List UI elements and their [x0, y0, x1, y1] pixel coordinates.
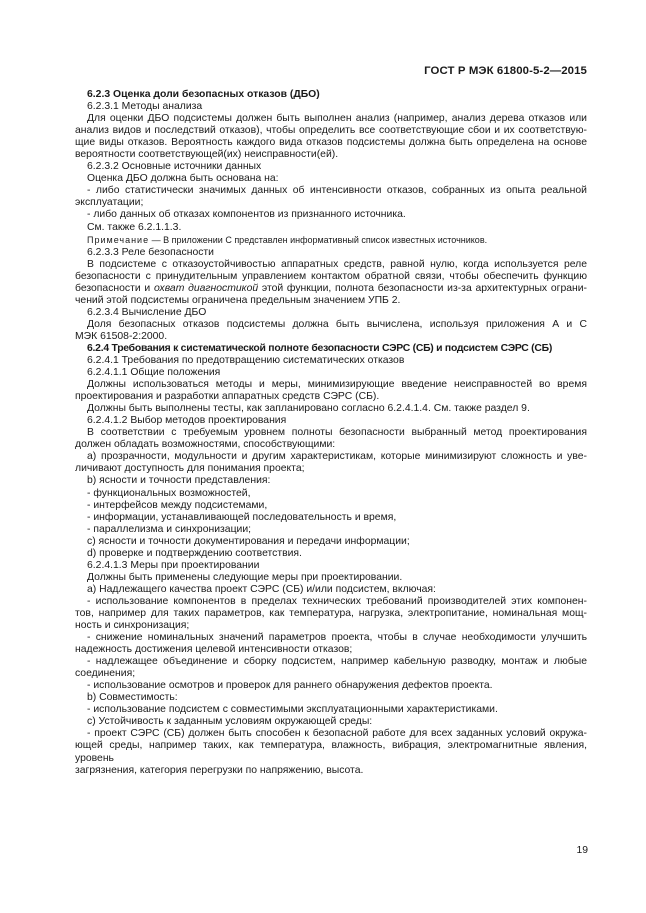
list-item: - использование компонентов в пределах технических требований производителей этих компонен-	[87, 595, 587, 607]
text-line: Должны быть применены следующие меры при проектировании.	[87, 571, 403, 583]
text-line: анализ видов и последствий отказов), чтобы определить все соответствующие сбои и их соответствую-	[75, 125, 587, 137]
subsection-heading: 6.2.3.4 Вычисление ДБО	[87, 306, 207, 318]
list-item: - интерфейсов между подсистемами,	[87, 499, 268, 511]
subsection-heading: 6.2.3.2 Основные источники данных	[87, 161, 262, 173]
text-line: загрязнения, категория перегрузки по напряжению, высота.	[75, 764, 364, 776]
list-item: - надлежащее объединение и сборку подсистем, например кабельную разводку, монтаж и любые	[87, 656, 587, 668]
subsection-heading: 6.2.4.1 Требования по предотвращению систематических отказов	[87, 354, 405, 366]
text-line: Должны быть выполнены тесты, как запланировано согласно 6.2.4.1.4. См. также раздел 9.	[87, 403, 530, 415]
list-item: - использование подсистем с совместимыми эксплуатационными характеристиками.	[87, 704, 498, 716]
subsection-heading: 6.2.3.3 Реле безопасности	[87, 246, 214, 258]
subsection-heading: 6.2.4.1.3 Меры при проектировании	[87, 559, 260, 571]
subsection-heading: 6.2.4.1.2 Выбор методов проектирования	[87, 415, 287, 427]
list-item: с) Устойчивость к заданным условиям окружающей среды:	[87, 716, 373, 728]
list-item: d) проверке и подтверждению соответствия.	[87, 547, 302, 559]
page-number: 19	[576, 845, 588, 856]
italic-term: охват диагностикой	[153, 282, 259, 294]
text-line: эксплуатации;	[75, 197, 144, 209]
text-line: тов, например для таких параметров, как температура, нагрузка, электропитание, номинальная мощ-	[75, 607, 587, 619]
list-item: а) прозрачности, модульности и другим характеристикам, которые минимизируют сложность и уве-	[87, 451, 587, 463]
list-item: с) ясности и точности документирования и передачи информации;	[87, 535, 410, 547]
list-item: - использование осмотров и проверок для раннего обнаружения дефектов проекта.	[87, 680, 493, 692]
note-text: — В приложении С представлен информативный список известных источников.	[149, 234, 488, 245]
text-line: Доля безопасных отказов подсистемы должна быть вычислена, используя приложения А и С	[87, 318, 587, 330]
text-line: ность и синхронизация;	[75, 620, 190, 632]
document-header: ГОСТ Р МЭК 61800-5-2—2015	[424, 65, 587, 77]
text-line: надежность достижения целевой интенсивности отказов;	[75, 644, 353, 656]
document-body	[75, 89, 587, 777]
text-line: проектирования и разработки аппаратных средств СЭРС (СБ).	[75, 391, 380, 403]
list-item: - параллелизма и синхронизации;	[87, 523, 252, 535]
text-line: личивают доступность для понимания проекта;	[75, 463, 305, 475]
text-line: МЭК 61508-2:2000.	[75, 330, 168, 342]
subsection-heading: 6.2.4.1.1 Общие положения	[87, 367, 221, 379]
text-line: В соответствии с требуемым уровнем полноты безопасности выбранный метод проектирования	[87, 427, 587, 439]
text-line	[75, 283, 587, 295]
list-item: - либо статистически значимых данных об интенсивности отказов, собранных из опыта реальной	[87, 185, 587, 197]
list-item: - либо данных об отказах компонентов из признанного источника.	[87, 209, 406, 221]
text-fragment: этой функции, полнота безопасности из-за архитектурных ограни-	[258, 282, 587, 294]
list-item: b) Совместимость:	[87, 692, 178, 704]
text-line: В подсистеме с отказоустойчивостью аппаратных средств, равной нулю, когда используется реле	[87, 258, 587, 270]
subsection-heading: 6.2.3.1 Методы анализа	[87, 101, 203, 113]
note-label: Примечание	[87, 234, 150, 245]
section-heading-6-2-3: 6.2.3 Оценка доли безопасных отказов (ДБО)	[87, 89, 320, 100]
text-line: безопасности с принудительным управлением контактом обратной связи, чтобы обеспечить функцию	[75, 270, 587, 282]
list-item: b) ясности и точности представления:	[87, 475, 271, 487]
text-line: ющей среды, например таких, как температура, влажность, вибрация, электромагнитные явления, уровень	[75, 740, 587, 764]
list-item: - снижение номинальных значений параметров проекта, чтобы в случае необходимости улучшить	[87, 632, 587, 644]
text-line: чений этой подсистемы ограничена предельным значением УПБ 2.	[75, 294, 401, 306]
text-line: должен обладать возможностями, способствующими:	[75, 439, 336, 451]
list-item: - функциональных возможностей,	[87, 487, 251, 499]
list-item: - проект СЭРС (СБ) должен быть способен к безопасной работе для всех заданных условий окружа-	[87, 728, 587, 740]
list-item: а) Надлежащего качества проект СЭРС (СБ) и/или подсистем, включая:	[87, 583, 436, 595]
text-line: соединения;	[75, 668, 136, 680]
text-fragment: безопасности и	[75, 282, 154, 294]
list-item: - информации, устанавливающей последовательность и время,	[87, 511, 397, 523]
note	[75, 234, 587, 247]
text-line: вероятности соответствующей(их) неисправности(ей).	[75, 149, 339, 161]
text-line: См. также 6.2.1.1.3.	[87, 221, 182, 233]
text-line: щие виды отказов. Вероятность каждого вида отказов подсистемы должна быть определена на основе	[75, 137, 587, 149]
text-line: Должны использоваться методы и меры, минимизирующие введение неисправностей во время	[87, 379, 587, 391]
text-line: Для оценки ДБО подсистемы должен быть выполнен анализ (например, анализ дерева отказов или	[87, 113, 587, 125]
section-heading-6-2-4: 6.2.4 Требования к систематической полноте безопасности СЭРС (СБ) и подсистем СЭРС (СБ)	[87, 342, 553, 354]
text-line: Оценка ДБО должна быть основана на:	[87, 173, 279, 185]
